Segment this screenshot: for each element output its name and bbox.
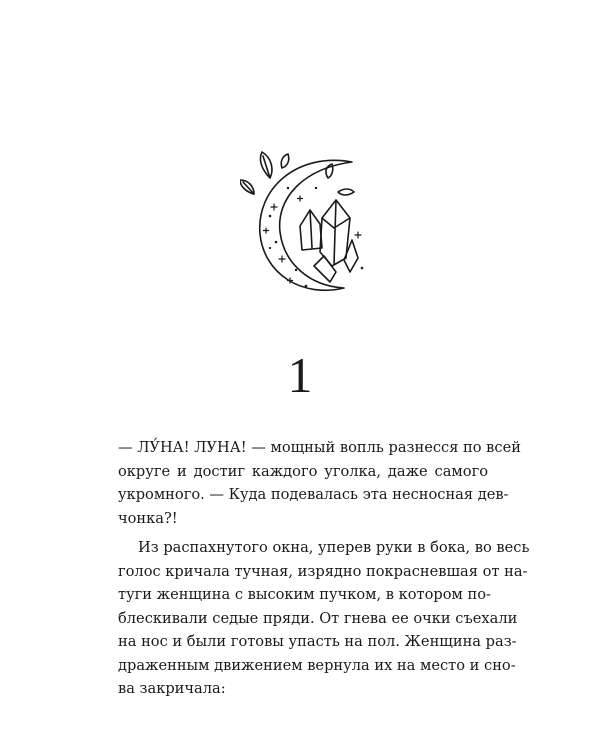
text-line: голос кричала тучная, изрядно покрасневшая от на- xyxy=(118,562,528,580)
text-line: Из распахнутого окна, уперев руки в бока, во весь xyxy=(138,539,530,556)
text-line: драженным движением вернула их на место и сно- xyxy=(118,656,516,674)
text-line: — ЛУ́НА! ЛУНА! — мощный вопль разнесся по всей xyxy=(118,439,521,456)
text-line: округе и достиг каждого уголка, даже самого xyxy=(118,462,488,480)
text-line: на нос и были готовы упасть на пол. Женщина раз- xyxy=(118,633,517,650)
text-line: блескивали седые пряди. От гнева ее очки съехали xyxy=(118,609,518,627)
chapter-body-text xyxy=(118,436,530,701)
text-line: ва закричала: xyxy=(118,680,226,697)
text-line: туги женщина с высоким пучком, в котором по- xyxy=(118,586,491,603)
text-line: чонка?! xyxy=(118,509,178,527)
chapter-number: 1 xyxy=(287,347,313,403)
text-line: укромного. — Куда подевалась эта несносная дев- xyxy=(118,486,509,503)
crescent-moon-crystals-icon xyxy=(240,148,370,303)
